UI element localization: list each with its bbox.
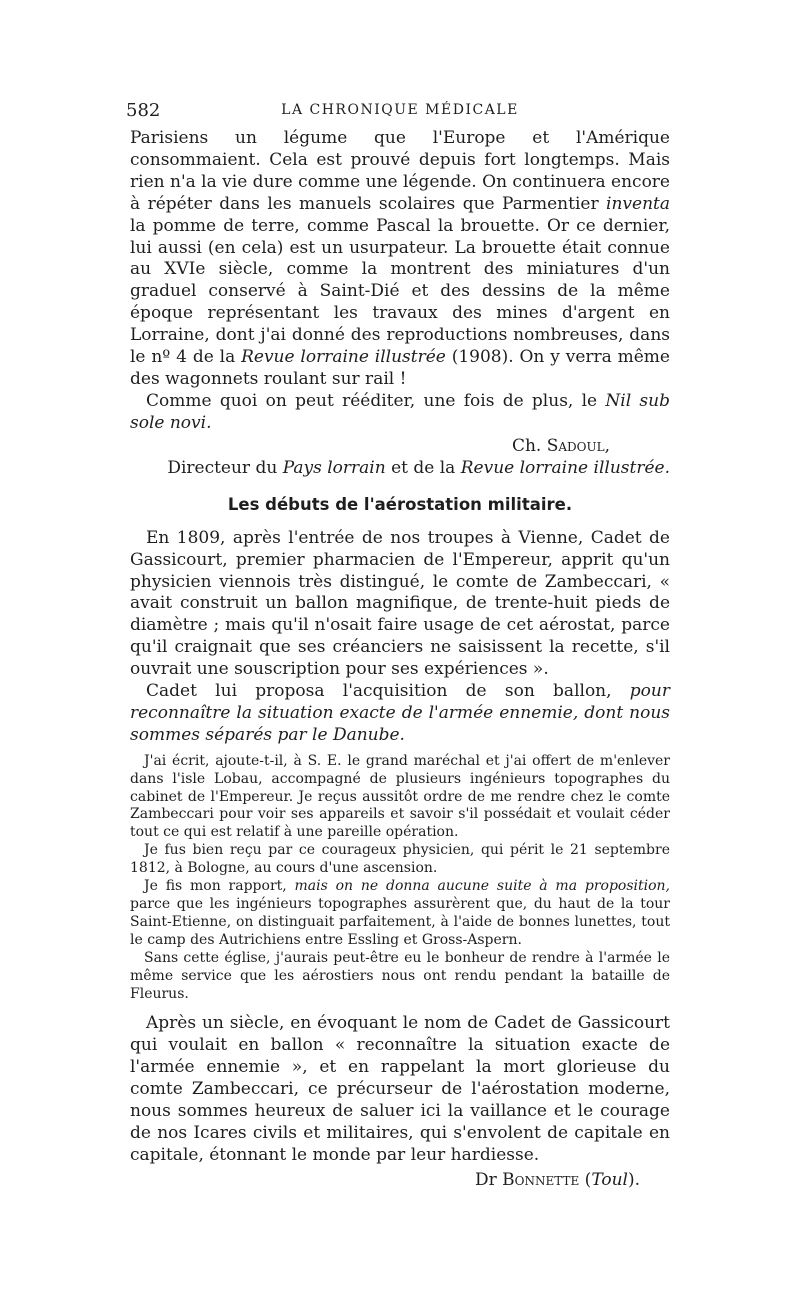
text-span: Parisiens un légume que l'Europe et l'Amérique consommaient. Cela est prouvé depuis fort longtemps. Mais rien n'a la vie dure comme une légende. On continuera encore à répéter dans les manuels scolaires que Parmentier — [130, 128, 670, 214]
italic-span: Revue lorraine illustrée. — [460, 457, 670, 478]
quote-paragraph: Sans cette église, j'aurais peut-être eu le bonheur de rendre à l'armée le même service que les aérostiers nous ont rendu pendant la bataille de Fleurus. — [130, 949, 670, 1002]
quote-paragraph: Je fus bien reçu par ce courageux physicien, qui périt le 21 septembre 1812, à Bologne, au cours d'une ascension. — [130, 842, 670, 877]
article-paragraph: Après un siècle, en évoquant le nom de Cadet de Gassicourt qui voulait en ballon « reconnaître la situation exacte de l'armée ennemie », et en rappelant la mort glorieuse du comte Zambeccari, ce précurseur de l'aérostation moderne, nous sommes heureux de saluer ici la vaillance et le courage de nos Icares civils et militaires, qui s'envolent de capitale en capitale, étonnant le monde par leur hardiesse. — [130, 1013, 670, 1165]
small-caps-span: Bonnette — [502, 1169, 580, 1190]
text-span: Cadet lui proposa l'acquisition de son ballon, — [146, 681, 630, 702]
running-head — [126, 100, 670, 128]
text-span: Ch. — [511, 435, 547, 456]
quote-paragraph: J'ai écrit, ajoute-t-il, à S. E. le grand maréchal et j'ai offert de m'enlever dans l'isle Lobau, accompagné de plusieurs ingénieurs topographes du cabinet de l'Empereur. Je reçus aussitôt ordre de me rendre chez le comte Zambeccari pour voir ses appareils et savoir s'il possédait et voulait céder tout ce qui est relatif à une pareille opération. — [130, 752, 670, 841]
italic-span: mais on ne donna aucune suite à ma proposition, — [294, 878, 670, 895]
text-span: Dr — [475, 1169, 503, 1190]
text-span: parce que les ingénieurs topographes assurèrent que, du haut de la tour Saint-Etienne, on distinguait parfaitement, à l'aide de bonnes lunettes, tout le camp des Autrichiens entre Essling et Gross-Aspern. — [130, 896, 670, 948]
signature-title — [130, 457, 670, 479]
italic-span: Pays lorrain — [282, 457, 386, 478]
page-number: 582 — [126, 100, 161, 121]
italic-span: inventa — [606, 193, 670, 214]
closing-remark — [130, 391, 670, 435]
text-span: Comme quoi on peut rééditer, une fois de plus, le — [146, 390, 606, 411]
text-span: (1908). On y verra même des wagonnets roulant sur rail ! — [130, 347, 670, 389]
text-span: et de la — [385, 457, 461, 478]
text-span: la pomme de terre, comme Pascal la brouette. Or ce dernier, lui aussi (en cela) est un usurpateur. La brouette était connue au XVIe siècle, comme la montrent des miniatures d'un graduel conservé à Saint-Dié et des dessins de la même époque représentant les travaux des mines d'argent en Lorraine, dont j'ai donné des reproductions nombreuses, dans le nº 4 de la — [130, 215, 670, 368]
intro-paragraph — [130, 128, 670, 391]
italic-span: Nil sub sole novi. — [130, 390, 670, 433]
signature-name — [130, 435, 670, 457]
article-paragraph — [130, 681, 670, 747]
quotation-block — [130, 753, 670, 1004]
page — [126, 100, 670, 1191]
small-caps-span: Sadoul, — [546, 435, 610, 456]
text-span: ). — [627, 1169, 640, 1190]
running-title: LA CHRONIQUE MÉDICALE — [281, 102, 519, 118]
article-signature — [130, 1169, 670, 1191]
quote-paragraph — [130, 878, 670, 950]
italic-span: Revue lorraine illustrée — [241, 347, 446, 368]
article-paragraph: En 1809, après l'entrée de nos troupes à Vienne, Cadet de Gassicourt, premier pharmacien de l'Empereur, apprit qu'un physicien viennois très distingué, le comte de Zambeccari, « avait construit un ballon magnifique, de trente-huit pieds de diamètre ; mais qu'il n'osait faire usage de cet aérostat, parce qu'il craignait que ses créanciers ne saisissent la recette, s'il ouvrait une souscription pour ses expériences ». — [130, 527, 670, 680]
italic-span: pour reconnaître la situation exacte de l'armée ennemie, dont nous sommes séparés par le Danube. — [130, 681, 670, 745]
text-span: ( — [579, 1169, 592, 1190]
text-span: Je fis mon rapport, — [144, 878, 295, 895]
article-heading: Les débuts de l'aérostation militaire. — [227, 494, 573, 514]
italic-span: Toul — [591, 1169, 628, 1190]
text-span: Directeur du — [167, 457, 283, 478]
